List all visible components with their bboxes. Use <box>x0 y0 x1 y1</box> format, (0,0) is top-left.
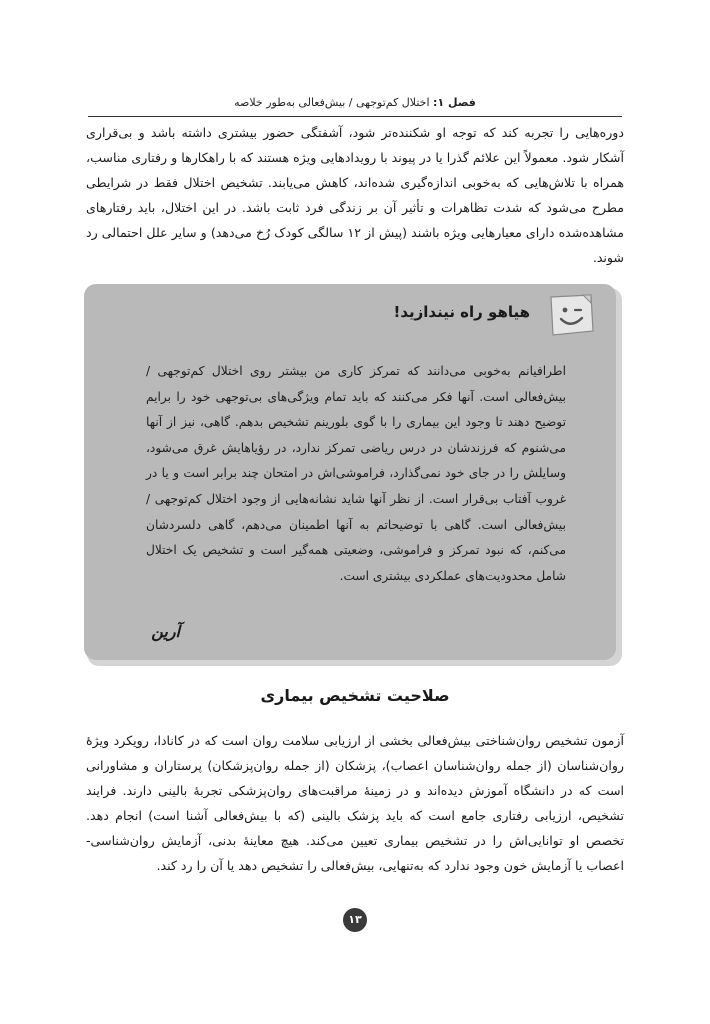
chapter-title: اختلال کم‌توجهی / بیش‌فعالی به‌طور خلاصه <box>234 96 434 109</box>
intro-paragraph: دوره‌هایی را تجربه کند که توجه او شکننده‌تر شود، آشفتگی حضور بیشتری داشته باشد و بی‌قراری آشکار شود. معمولاً این علائم گذرا یا در پیوند با رویدادهایی ویژه هستند که با راهکارها و رفتاری مناسب، همراه با تلاش‌هایی که به‌خوبی اندازه‌گیری شده‌اند، کاهش می‌یابند. تشخیص اختلال فقط در شرایطی مطرح می‌شود که شدت تظاهرات و تأثیر آن بر زندگی فرد ثابت باشد. در این اختلال، باید رفتارهای مشاهده‌شده دارای معیارهایی ویژه باشند (پیش از ۱۲ سالگی کودک رُخ می‌دهد) و سایر علل احتمالی رد شوند. <box>86 125 624 265</box>
section-heading: صلاحیت تشخیص بیماری <box>260 686 450 705</box>
chapter-label: فصل ۱: <box>433 96 476 109</box>
callout-signature: آرین <box>151 622 180 641</box>
callout-title: هیاهو راه نیندازید! <box>393 303 530 321</box>
running-header <box>95 96 615 109</box>
page-number: ۱۳ <box>343 908 367 932</box>
callout-body: اطرافیانم به‌خوبی می‌دانند که تمرکز کاری من بیشتر روی اختلال کم‌توجهی / بیش‌فعالی است. آنها فکر می‌کنند که باید تمام ویژگی‌های بی‌توجهی خود را برایم توضیح دهند تا وجود این بیماری را با گوی بلورینم تشخیص بدهم. گاهی، نیز از آنها می‌شنوم که فرزندشان در درس ریاضی تمرکز ندارد، در رؤیاهایش غرق می‌شود، وسایلش را در جای خود نمی‌گذارد، فراموشی‌اش در امتحان چند برابر است و یا در غروب آفتاب بی‌قرار است. از نظر آنها شاید نشانه‌هایی از وجود اختلال کم‌توجهی / بیش‌فعالی است. گاهی با توضیحاتم به آنها اطمینان می‌دهم، گاهی دلسردشان می‌کنم، که نبود تمرکز و فراموشی، وضعیتی همه‌گیر است و تشخیص یک اختلال شامل محدودیت‌های عملکردی بیشتری است. <box>146 364 566 583</box>
smiley-wink-icon <box>545 291 597 339</box>
header-rule <box>88 116 622 117</box>
section-paragraph: آزمون تشخیص روان‌شناختی بیش‌فعالی بخشی از ارزیابی سلامت روان است که در کانادا، رویکرد ویژهٔ روان‌شناسان (از جمله روان‌شناسان اعصاب)، پزشکان (از جمله روان‌پزشکان) پرستاران و مشاورانی است که در دانشگاه آموزش دیده‌اند و در زمینهٔ مراقبت‌های روان‌پزشکی تجربهٔ بالینی دارند. فرایند تشخیص، ارزیابی رفتاری جامع است که باید پزشک بالینی (که با بیش‌فعالی آشنا است) انجام دهد. تخصص او توانایی‌اش را در تشخیص بیماری تعیین می‌کند. هیچ معاینهٔ بدنی، آزمایش روان‌شناسی- اعصاب یا آزمایش خون وجود ندارد که به‌تنهایی، بیش‌فعالی را تشخیص دهد یا آن را رد کند. <box>86 733 624 873</box>
